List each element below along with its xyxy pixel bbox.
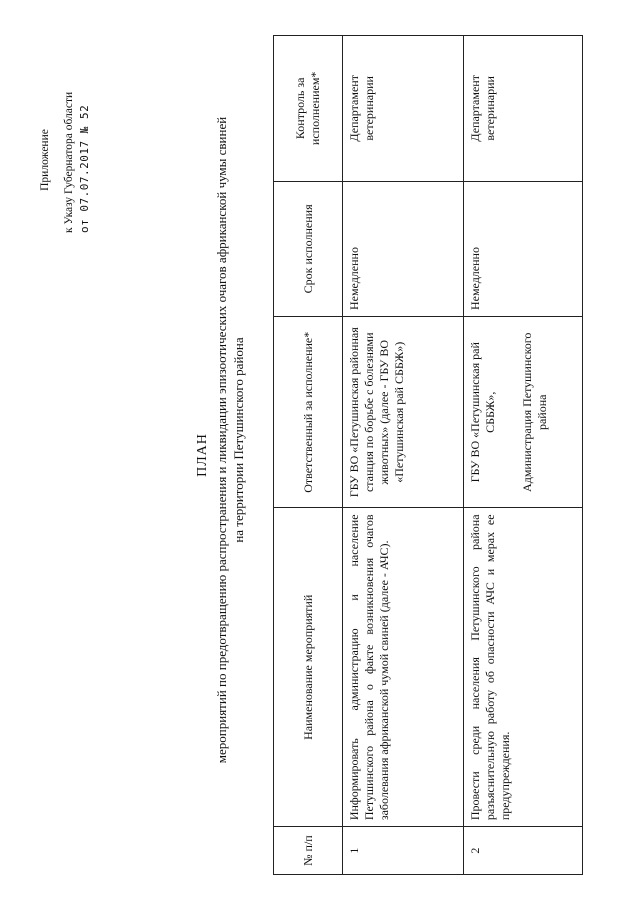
cell-term: Немедленно: [464, 181, 583, 316]
appendix-decree: к Указу Губернатора области: [63, 91, 75, 233]
header-name: Наименование мероприятий: [274, 508, 343, 827]
header-no: № п/п: [274, 827, 343, 875]
header-responsible: Ответственный за исполнение*: [274, 317, 343, 508]
cell-control: Департамент ветеринарии: [343, 36, 464, 182]
cell-no: 1: [343, 827, 464, 875]
appendix-title: Приложение: [39, 129, 51, 191]
table-row: [343, 36, 464, 875]
cell-responsible: [343, 317, 464, 508]
appendix-date: от 07.07.2017 № 52: [78, 104, 91, 233]
cell-name: Провести среди населения Петушинского района разъяснительную работу об опасности АЧС и мерах ее предупреждения.: [464, 508, 583, 827]
header-control: Контроль за исполнением*: [274, 36, 343, 182]
cell-responsible: [464, 317, 583, 508]
table-row: [464, 36, 583, 875]
plan-title: ПЛАН: [195, 433, 210, 477]
rotated-document: [15, 25, 615, 885]
plan-table: [273, 35, 583, 875]
cell-control: Департамент ветеринарии: [464, 36, 583, 182]
table-header-row: [274, 36, 343, 875]
header-term: Срок исполнения: [274, 181, 343, 316]
cell-responsible-text: ГБУ ВО «Петушинская районная станция по борьбе с болезнями животных» (далее - ГБУ ВО «Петушинская рай СББЖ»): [347, 327, 406, 498]
cell-no: 2: [464, 827, 583, 875]
cell-responsible-text: ГБУ ВО «Петушинская рай СББЖ»,: [468, 342, 497, 483]
appendix-header: [37, 35, 93, 285]
cell-term: Немедленно: [343, 181, 464, 316]
plan-subtitle: мероприятий по предотвращению распространения и ликвидации эпизоотических очагов африканской чумы свиней на территории Петушинского района: [214, 116, 246, 764]
cell-responsible-text-2: Администрация Петушинского района: [520, 332, 549, 492]
cell-name: Информировать администрацию и население Петушинского района о факте возникновения очагов заболевания африканской чумой свиней (далее - АЧС).: [343, 508, 464, 827]
